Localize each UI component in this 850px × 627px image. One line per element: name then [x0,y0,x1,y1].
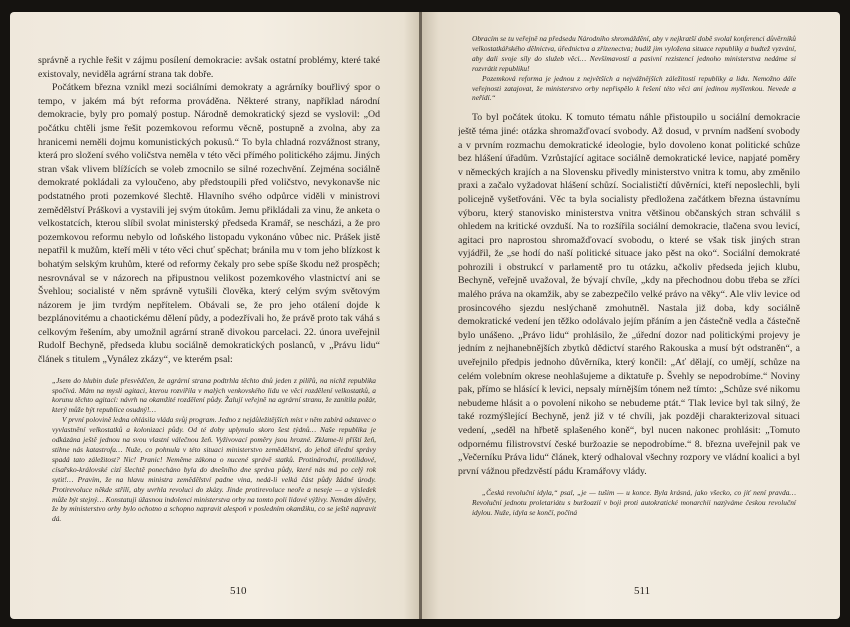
page-number-510: 510 [230,585,247,597]
left-paragraph: Počátkem března vznikl mezi sociálními demokraty a agrárníky bouřlivý spor o tempo, v jakém má být reforma prováděna. Některé strany, například národní demokracie, byly pro pomalý postup. Národně demokratický sjezd se vyslovil: „Od počátku chtěli jsme řešit pozemkovou reformu věcně, postupně a zvolna, aby za hranicemi neměli dojmu komunistických pokusů.“ To byla chladná rozvážnost strany, která pro složení svého voličstva neměla v této věci přímého politického zájmu. Jiných stran však vlivem blížících se voleb zmocnilo se silné rozechvění. Zejména sociálně demokraté pokládali za vyloučeno, aby předstoupili před voličstvo, nevykonavše nic podstatného proti pozemkové šlechtě. Hlavního svého odpůrce viděli v ministrovi zemědělství Práškovi a vystavili jej svým útokům. Jemu přikládali za vinu, že anketa o velkostatcích, kterou slíbil svolat ministerský předseda Kramář, se nescházi, a že pro pozemkovou reformu nebylo od loňského listopadu vykonáno vůbec nic. Prášek jistě nepatřil k mužům, kteří měli v této věci chuť spěchat; bránila mu v tom jeho blízkost k bohatým selským kruhům, které od reformy čekaly pro sebe spíše škodu než prospěch; nesrovnával se v názorech na připustnou velikost pozemkového vlastnictví ani se Švehlou; socialisté v něm správně vytušili člověka, který celým svým světovým názorem je jim tvrdým nepřítelem. Obávali se, že pro jeho otálení dojde k bezplánovitému a chaotickému dělení půdy, a podezřívali ho, že právě proto tak váhá s celkovým řešením, aby umožnil agrární straně divokou parcelaci. 22. února uveřejnil Rudolf Bechyně, předseda klubu sociálně demokratických poslanců, v „Právu lidu“ článek s titulem „Vynález zkázy“, ve kterém psal: [38,82,380,366]
left-quote-block [38,376,380,525]
left-page [10,12,420,619]
page-number-511: 511 [634,585,651,597]
quote-paragraph: „Jsem do hlubin duše přesvědčen, že agrární strana podtrhla těchto dnů jeden z pilířů, na nichž republika spočívá. Mám na mysli agitaci, kterou rozvířila v malých venkovského lidu ve věci rozdělení velkostatků, a korunu těchto agitací: návrh na okamžité rozdělení půdy. Žalují veřejně na agrární stranu, že zanítila požár, který může být republice osudný!… [52,375,376,415]
quote-paragraph: „Česká revoluční idyla,“ psal, „je — tušim — u konce. Byla krásná, jako všecko, co jiť není pravda… Revoluční jednotu proletariátu s buržoazií v boji proti autokratické monarchii nazýváme českou revoluční idylou. Nuže, idyla se končí, počíná [472,488,796,518]
right-paragraph: To byl počátek útoku. K tomuto tématu náhle přistoupilo u sociální demokracie ještě téma jiné: otázka shromažďovací svobody. Až dosud, v prvním nadšení svobody a v prvním rozmachu demokratické ideologie, bylo dovoleno konat politické schůze bez hlášení úřadům. Vzrůstající agitace sociálně demokratické levice, napjaté poměry v německých krajích a na Slovensku přivedly ministerstvo vnitra k tomu, aby změnilo praxi a začalo vyžadovat hlášení schůzí. Socialističtí důvěrníci, kteří neposlechli, byli policejně vyšetřováni. Věc ta byla socialisty předložena začátkem března ústavnímu výboru, který stanovisko ministerstva vnitra většinou občanských stran schválil s ohledem na kritické ovzduší. Na to rozšířila sociální demokracie, tlačena svou levicí, agitaci pro naprostou shromažďovací svobodu, o které se však tisk jiných stran vyjádřil, že „se hodí do naší politické situace jako pěst na oko“. Sociální demokraté pohrozili i obstrukcí v parlamentě pro tu otázku, ačkoliv předseda jejich klubu, Bechyně, veřejně uvažoval, že bývají chvíle, „kdy na přechodnou dobu třeba se zříci malého práva na okamžik, aby se zabezpečilo velké právo na věky“. Ale vliv levice od prosincového sjezdu neslýchaně zmohutněl. Nastala již doba, kdy sociálně demokratické vedení jen těžko odolávalo jejím přáním a jen částečně vedla a částečně bylo unášeno. „Právo lidu“ prohlásilo, že „úřední dozor nad politickými projevy je jedním z nejhanebnějších zbytků dědictví starého Rakouska a musí být odstraněn“, a uveřejnilo předpis jednoho důvěrníka, který končil: „Ať dělají, co umějí, schůze na celém volebním okrese neohlašujeme a diktatuře p. Švehly se nepodrobíme.“ Noviny pak, přímo se hlásící k levici, nepsaly mírnějším tónem než tímto: „Schůze své nikomu nebudeme hlásit a o povolení nikoho se nebudeme ptát.“ Tlak levice byl tak silný, že také rozmýšlející Bechyně, jenž již v té chvíli, jak později charakterizoval situaci vedení, „seděl na hřbetě splašeného koně“, byl nucen nakonec prohlásit: „Tomuto odpornému filistrovství české buržoazie se nepodrobíme.“ 8. března uveřejnil pak ve „Večerníku Práva lidu“ článek, který odhaloval všechny rozpory ve vládní koalici a byl první vážnou předzvěstí pádu Kramářovy vlády. [458,112,800,477]
quote-paragraph: V první polovině ledna ohlásila vláda svůj program. Jedno z nejdůležitějších míst v něm zabírá odstavec o vyvlastnění velkostatků a kolonizaci půdy. Od té doby uplynulo skoro šest týdnů… Naše republika je odkázána ještě jednou na svou vlastní válečnou žeň. Vyživovací poměry jsou hrozné. Zklame-li příští žeň, stihne nás katastrofa… Nuže, co pohnula v této situaci ministerstvo zemědělství, do jehož úřední správy spadá tato záležitost? Nic! Pranic! Neměme zákona o nucené správě statků. Protinárodní, protilidové, císařsko-královské cizí šlechtě ponecháno byla do dnešního dne správa půdy, které nás má po celý rok sytit!… Pravím, že na hlavu ministra zemědělství padne vina, nedá-li velká část půdy žádné úrody. Protirevoluce někde střílí, aby uvrhla revoluci do zkázy. Jinde protirevoluce neoře a neseje — a výsledek může být stejný… Konstatuji úžasnou indolenci ministerstva orby na tomto poli lidové výživy. Nemám důvěry, že by ministerstvo orby bylo ochotno a schopno napravit alespoň v posledním okamžiku, co se ještě napravit dá. [52,415,376,524]
right-page-text [458,34,800,579]
right-quote-bottom [458,488,800,518]
right-page [422,12,840,619]
quote-paragraph: Pozemková reforma je jednou z největších a nejvážnějších záležitostí republiky a lidu. Nemožno dále veřejnosti zatajovat, že ministerstvo orby nepřispělo k řešení této věci ani jedinou myšlenkou. Nevede a neřídí.“ [472,73,796,103]
left-page-text [38,54,380,554]
right-quote-top [458,34,800,103]
quote-paragraph: Obracím se tu veřejně na předsedu Národního shromáždění, aby v nejkratší době svolal konferenci důvěrníků velkostatkářského dělnictva, úřednictva a zřízenectva; budiž jim vyložena situace republiky a budtež vyzvání, aby dali svoje síly do služeb věci… Nevšímavostí a pasivní rezistencí jednoho ministerstva nedáme si rozvrátit republiku! [472,34,796,73]
left-paragraph: správně a rychle řešit v zájmu posílení demokracie: avšak ostatní problémy, které také existovaly, neviděla agrární strana tak dobře. [38,55,380,80]
